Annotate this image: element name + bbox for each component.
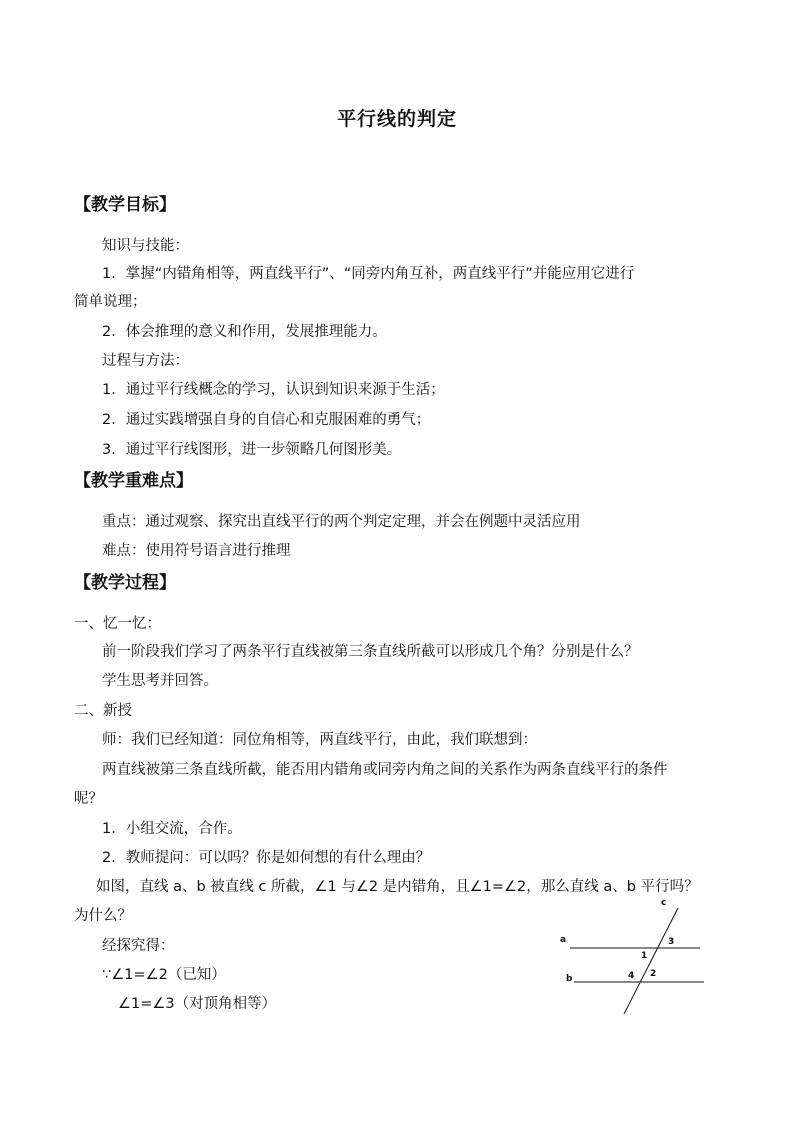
question-line-cont: 呢？ xyxy=(74,791,103,807)
teacher-line: 师：我们已经知道：同位角相等，两直线平行，由此，我们联想到： xyxy=(102,732,537,748)
difficult-point: 难点：使用符号语言进行推理 xyxy=(102,543,291,559)
parallel-lines-figure xyxy=(556,894,716,1018)
knowledge-item-2: 2．体会推理的意义和作用，发展推理能力。 xyxy=(102,324,387,340)
angle-4-label: 4 xyxy=(628,971,635,981)
part1-title: 一、忆一忆： xyxy=(74,616,161,632)
angle-3-label: 3 xyxy=(668,937,675,947)
angle-1-label: 1 xyxy=(641,951,648,961)
step-2: 2．教师提问：可以吗？你是如何想的有什么理由？ xyxy=(102,850,431,866)
process-item-2: 2．通过实践增强自身的自信心和克服困难的勇气； xyxy=(102,412,431,428)
proof-line-2: ∠1=∠3（对顶角相等） xyxy=(118,996,277,1012)
explore-label: 经探究得： xyxy=(102,938,175,954)
page-title: 平行线的判定 xyxy=(336,108,457,130)
section-heading-key-points: 【教学重难点】 xyxy=(74,471,193,491)
part1-answer: 学生思考并回答。 xyxy=(102,673,218,689)
label-a: a xyxy=(560,935,567,945)
label-c: c xyxy=(661,898,667,908)
process-label: 过程与方法： xyxy=(102,353,189,369)
example-line: 如图，直线 a、b 被直线 c 所截，∠1 与∠2 是内错角，且∠1=∠2，那么直线 a、b 平行吗？ xyxy=(96,879,699,895)
proof-line-1: ∵∠1=∠2（已知） xyxy=(102,967,226,983)
label-b: b xyxy=(566,974,573,984)
knowledge-item-1: 1．掌握“内错角相等，两直线平行”、“同旁内角互补，两直线平行”并能应用它进行 xyxy=(102,266,635,282)
step-1: 1．小组交流，合作。 xyxy=(102,821,242,837)
part2-title: 二、新授 xyxy=(74,703,132,719)
section-heading-process: 【教学过程】 xyxy=(74,573,176,593)
example-line-cont: 为什么？ xyxy=(74,908,132,924)
angle-2-label: 2 xyxy=(650,969,657,979)
question-line: 两直线被第三条直线所截，能否用内错角或同旁内角之间的关系作为两条直线平行的条件 xyxy=(102,762,668,778)
section-heading-goals: 【教学目标】 xyxy=(74,195,176,215)
line-c xyxy=(624,908,678,1014)
process-item-3: 3．通过平行线图形，进一步领略几何图形美。 xyxy=(102,442,402,458)
key-point: 重点：通过观察、探究出直线平行的两个判定定理，并会在例题中灵活应用 xyxy=(102,514,581,530)
part1-question: 前一阶段我们学习了两条平行直线被第三条直线所截可以形成几个角？分别是什么？ xyxy=(102,644,639,660)
knowledge-label: 知识与技能： xyxy=(102,238,189,254)
knowledge-item-1-cont: 简单说理； xyxy=(74,294,147,310)
process-item-1: 1．通过平行线概念的学习，认识到知识来源于生活； xyxy=(102,382,445,398)
